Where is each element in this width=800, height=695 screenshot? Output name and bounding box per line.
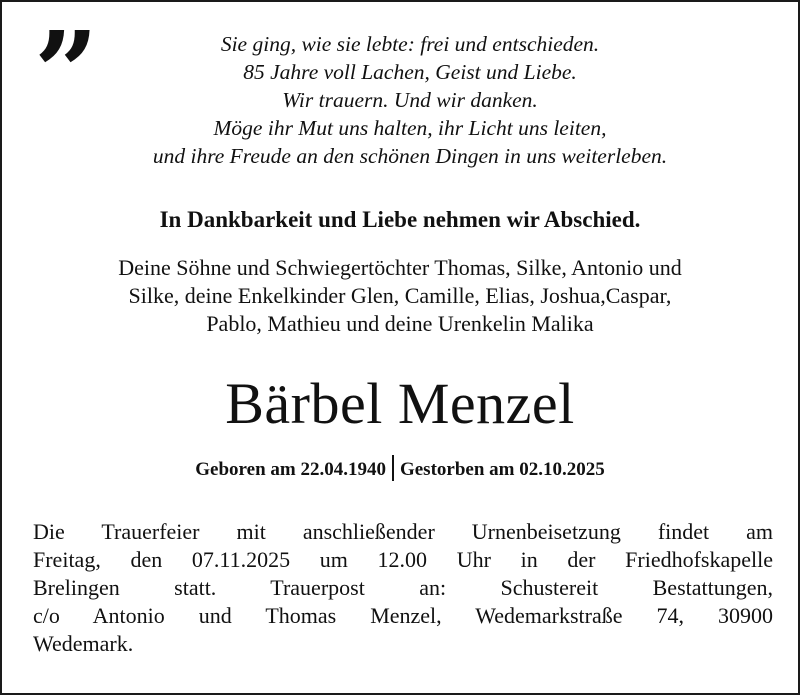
death-date: Gestorben am 02.10.2025	[399, 459, 605, 480]
poem-line: Wir trauern. Und wir danken.	[282, 88, 538, 112]
family-line: Deine Söhne und Schwiegertöchter Thomas, Silke, Antonio und	[118, 255, 682, 280]
family-line: Silke, deine Enkelkinder Glen, Camille, Elias, Joshua,Caspar,	[128, 283, 672, 308]
life-dates	[0, 455, 800, 484]
quotation-mark-icon: ”	[34, 8, 89, 139]
service-line: Wedemark.	[33, 631, 134, 656]
funeral-service-info	[33, 518, 773, 658]
service-line: Die Trauerfeier mit anschließender Urnenbeisetzung findet am	[33, 519, 773, 544]
memorial-poem	[60, 30, 760, 170]
poem-line: Sie ging, wie sie lebte: frei und entschieden.	[220, 32, 600, 56]
family-line: Pablo, Mathieu und deine Urenkelin Malika	[206, 311, 594, 336]
birth-date: Geboren am 22.04.1940	[195, 459, 386, 480]
service-line: Freitag, den 07.11.2025 um 12.00 Uhr in der Friedhofskapelle	[33, 547, 773, 572]
date-separator	[392, 455, 394, 481]
poem-line: Möge ihr Mut uns halten, ihr Licht uns leiten,	[213, 116, 607, 140]
poem-line: und ihre Freude an den schönen Dingen in uns weiterleben.	[152, 144, 668, 168]
poem-line: 85 Jahre voll Lachen, Geist und Liebe.	[243, 60, 577, 84]
service-line: c/o Antonio und Thomas Menzel, Wedemarkstraße 74, 30900	[33, 603, 773, 628]
farewell-headline: In Dankbarkeit und Liebe nehmen wir Abschied.	[159, 207, 641, 232]
family-list	[0, 254, 800, 338]
service-line: Brelingen statt. Trauerpost an: Schustereit Bestattungen,	[33, 575, 773, 600]
deceased-name: Bärbel Menzel	[225, 371, 575, 436]
